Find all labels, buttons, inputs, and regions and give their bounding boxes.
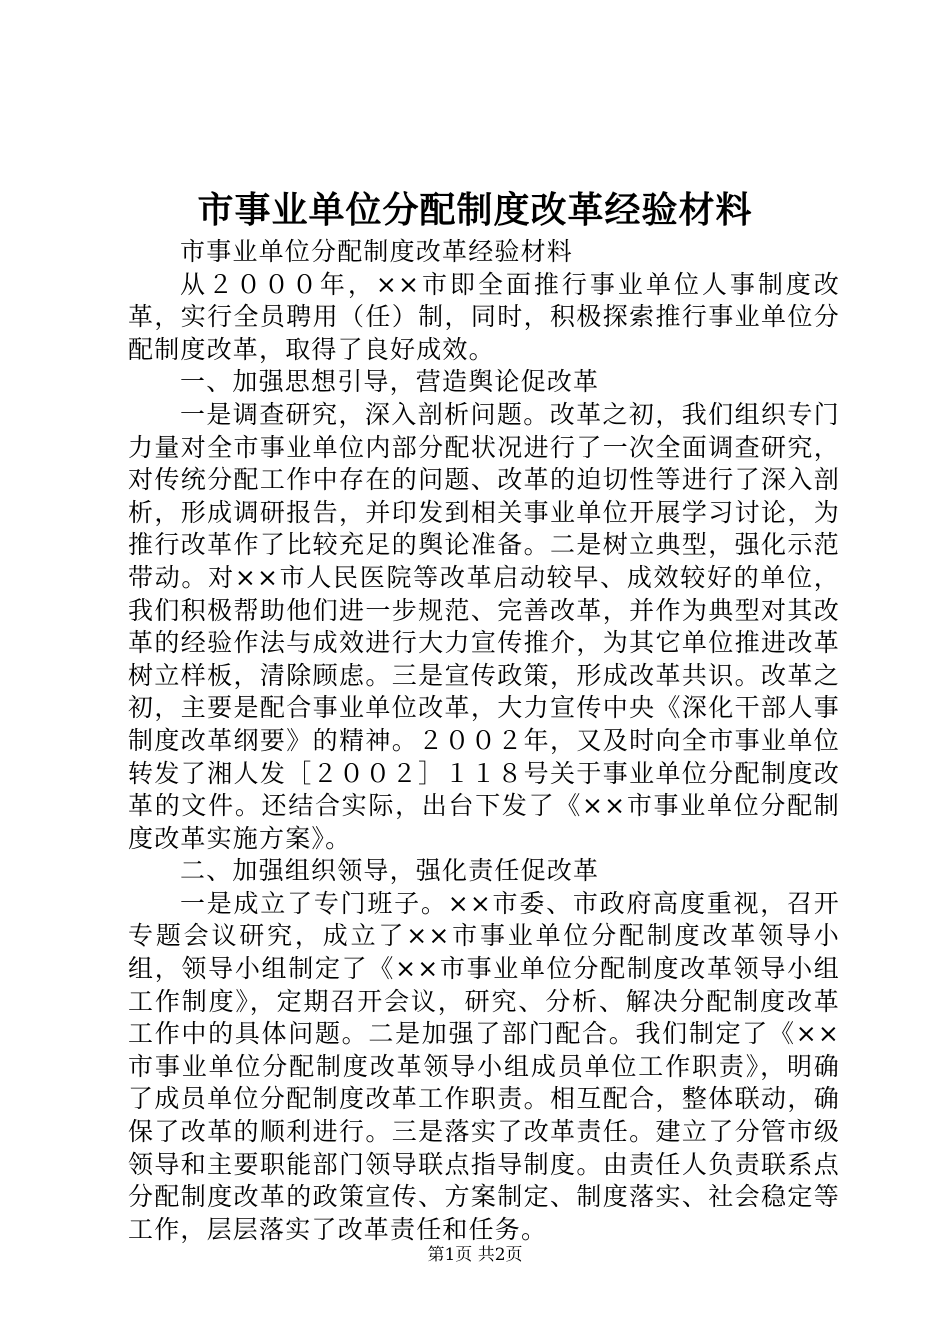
paragraph-section-1: 一是调查研究，深入剖析问题。改革之初，我们组织专门力量对全市事业单位内部分配状况进行了一次全面调查研究，对传统分配工作中存在的问题、改革的迫切性等进行了深入剖析，形成调研报告，并印发到相关事业单位开展学习讨论，为推行改革作了比较充足的舆论准备。二是树立典型，强化示范带动。对××市人民医院等改革启动较早、成效较好的单位，我们积极帮助他们进一步规范、完善改革，并作为典型对其改革的经验作法与成效进行大力宣传推介，为其它单位推进改革树立样板，清除顾虑。三是宣传政策，形成改革共识。改革之初，主要是配合事业单位改革，大力宣传中央《深化干部人事制度改革纲要》的精神。２００２年，又及时向全市事业单位转发了湘人发［２００２］１１８号关于事业单位分配制度改革的文件。还结合实际，出台下发了《××市事业单位分配制度改革实施方案》。 [128,399,840,853]
paragraph-subtitle: 市事业单位分配制度改革经验材料 [180,237,574,266]
paragraph-intro: 从２０００年，××市即全面推行事业单位人事制度改革，实行全员聘用（任）制，同时，积极探索推行事业单位分配制度改革，取得了良好成效。 [128,269,840,364]
section-heading-1: 一、加强思想引导，营造舆论促改革 [180,367,600,397]
document-title: 市事业单位分配制度改革经验材料 [197,189,753,231]
paragraph-section-2: 一是成立了专门班子。××市委、市政府高度重视，召开专题会议研究，成立了××市事业单位分配制度改革领导小组，领导小组制定了《××市事业单位分配制度改革领导小组工作制度》，定期召开会议，研究、分析、解决分配制度改革工作中的具体问题。二是加强了部门配合。我们制定了《××市事业单位分配制度改革领导小组成员单位工作职责》，明确了成员单位分配制度改革工作职责。相互配合，整体联动，确保了改革的顺利进行。三是落实了改革责任。建立了分管市级领导和主要职能部门领导联点指导制度。由责任人负责联系点分配制度改革的政策宣传、方案制定、制度落实、社会稳定等工作，层层落实了改革责任和任务。 [128,888,840,1244]
document-body [128,236,840,1246]
page-footer: 第1页 共2页 [427,1245,523,1265]
section-heading-2: 二、加强组织领导，强化责任促改革 [180,856,600,886]
